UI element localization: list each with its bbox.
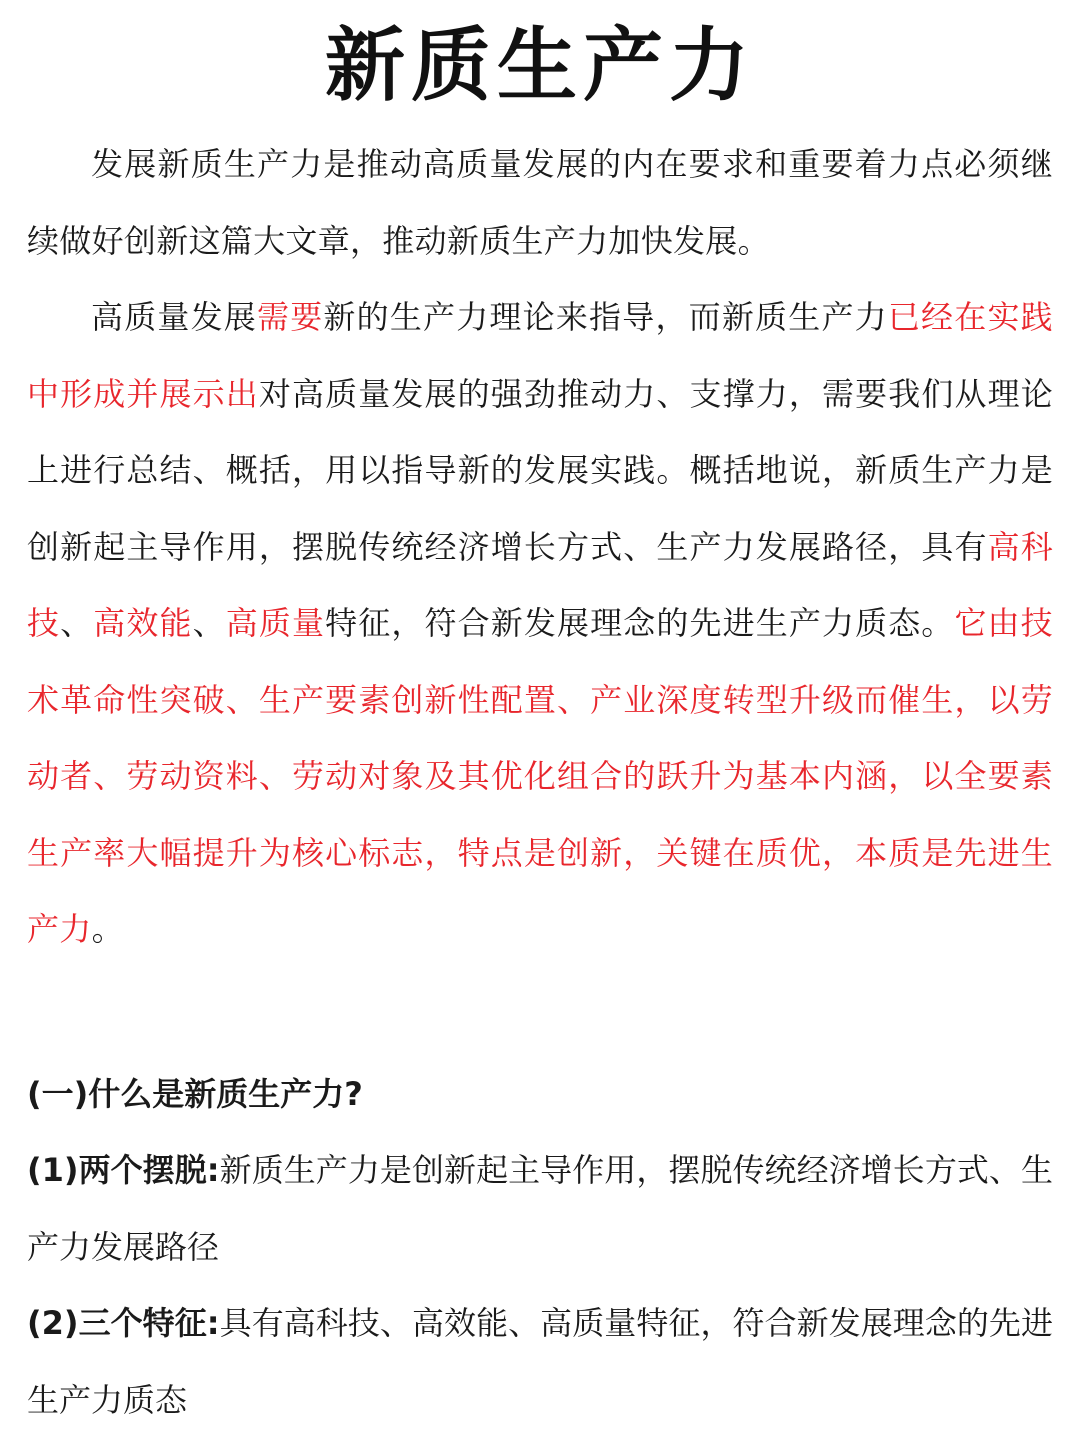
text-segment: 高质量发展: [91, 298, 258, 336]
text-segment: 、: [60, 604, 94, 642]
item-text: 新质生产力是创新起主导作用，摆脱传统经济增长方式、生产力发展路径: [27, 1151, 1053, 1266]
item-text: 具有高科技、高效能、高质量特征，符合新发展理念的先进生产力质态: [27, 1304, 1053, 1419]
qa-section: [27, 1056, 1053, 1439]
definition-paragraph: [27, 279, 1053, 968]
section-heading: (一)什么是新质生产力?: [27, 1074, 363, 1113]
text-segment: 新的生产力理论来指导，而新质生产力: [323, 298, 888, 336]
highlight-segment: 它由技术革命性突破、生产要素创新性配置、产业深度转型升级而催生，以劳动者、劳动资料、劳动对象及其优化组合的跃升为基本内涵，以全要素生产率大幅提升为核心标志，特点是创新，关键在质优，本质是先进生产力: [27, 604, 1053, 948]
text-segment: 。: [91, 910, 124, 948]
intro-paragraph: [27, 126, 1053, 279]
item-lead: (1)两个摆脱:: [27, 1151, 220, 1189]
highlight-segment: 高效能: [93, 604, 193, 642]
text-segment: 特征，符合新发展理念的先进生产力质态。: [325, 604, 955, 642]
highlight-segment: 需要: [257, 298, 324, 336]
highlight-segment: 已经在实践中形成并展示出: [27, 298, 1053, 413]
page-title: 新质生产力: [325, 19, 755, 112]
highlight-segment: 高科技: [27, 527, 1054, 642]
highlight-segment: 高质量: [225, 604, 326, 642]
list-item: [27, 1285, 1053, 1438]
list-item: [27, 1132, 1053, 1285]
text-segment: 、: [192, 604, 226, 642]
item-lead: (2)三个特征:: [27, 1304, 220, 1342]
intro-text: 发展新质生产力是推动高质量发展的内在要求和重要着力点必须继续做好创新这篇大文章，推动新质生产力加快发展。: [27, 145, 1053, 260]
text-segment: 对高质量发展的强劲推动力、支撑力，需要我们从理论上进行总结、概括，用以指导新的发展实践。概括地说，新质生产力是创新起主导作用，摆脱传统经济增长方式、生产力发展路径，具有: [27, 374, 1054, 566]
